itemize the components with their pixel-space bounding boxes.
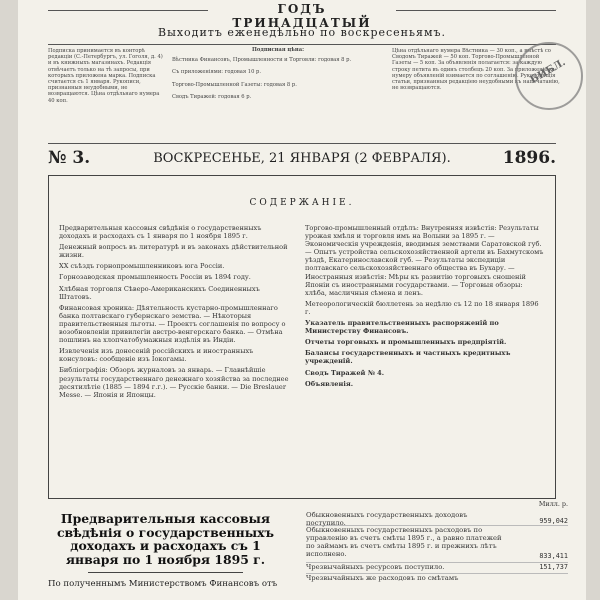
contents-item: Отчеты торговыхъ и промышленныхъ предпріятій. [305, 338, 507, 347]
table-row [306, 563, 568, 574]
contents-item: Объявленія. [305, 379, 353, 388]
issue-line [48, 148, 556, 170]
article-title: Предварительныя кассовыя свѣдѣнія о государственныхъ доходахъ и расходахъ съ 1 января по 1 ноября 1895 г. [56, 511, 275, 567]
subscription-row: Вѣстника Финансовъ, Промышленности и Торговли: годовая 8 р. [172, 57, 352, 64]
subheader-rule [48, 44, 556, 45]
newspaper-page [18, 0, 586, 600]
table-cell-label: Обыкновенныхъ государственныхъ доходовъ поступило. [306, 511, 468, 527]
library-stamp-text: БИБЛ. [528, 57, 568, 86]
revenue-table [306, 500, 568, 584]
contents-right-column [305, 224, 545, 391]
contents-item: Балансы государственныхъ и частныхъ кредитныхъ учрежденій. [305, 349, 511, 366]
subscription-table-title: Подписная цѣна: [252, 47, 304, 53]
table-cell-label: Обыкновенныхъ государственныхъ расходовъ по управленію въ счетъ смѣты 1895 г., а равно платежей по займамъ въ счетъ смѣты 1895 г. и прежнихъ лѣтъ исполнено. [306, 526, 502, 558]
contents-item: Указатель правительственныхъ распоряженій по Министерству Финансовъ. [305, 319, 499, 336]
contents-item: Извлеченія изъ донесеній россійскихъ и иностранныхъ консуловъ: сообщеніе изъ Іокогамы. [59, 347, 254, 364]
table-row [306, 511, 568, 526]
table-row [306, 526, 568, 563]
subscription-row: Сводъ Тиражей: годовая 6 р. [172, 93, 252, 100]
contents-item: Горнозаводская промышленность Россіи въ 1894 году. [59, 273, 251, 282]
article-lead: По полученнымъ Министерствомъ Финансовъ отъ [48, 579, 278, 590]
table-cell-value: 833,411 [539, 552, 568, 560]
table-cell-label: Чрезвычайныхъ ресурсовъ поступило. [306, 563, 445, 571]
contents-title: СОДЕРЖАНІЕ. [249, 198, 355, 208]
contents-left-column [59, 224, 291, 402]
contents-item: XX съѣздъ горнопромышленниковъ юга Россіи. [59, 262, 225, 271]
subscription-row: Торгово-Промышленной Газеты: годовая 8 р. [172, 81, 297, 88]
contents-item: Финансовая хроника: Дѣятельность кустарно-промышленнаго банка полтавскаго губернскаго земства. — Нѣкоторыя правительственныя льготы. — Проектъ соглашенія по вопросу о возобновленіи привилегіи австро-венгерскаго банка. — Отмѣна пошлинъ на хлопчатобумажныя издѣлія въ Индіи. [59, 303, 286, 345]
contents-item: Библіографія: Обзоръ журналовъ за январь. — Главнѣйшіе результаты государственнаго денежнаго хозяйства за последнее десятилѣтіе (1885 — 1894 г.г.). — Русскіе банки. — Die Breslauer Messe. — Японія и Японцы. [59, 366, 289, 399]
table-row [306, 574, 568, 584]
contents-item: Денежный вопросъ въ литературѣ и въ законахъ дѣйствительной жизни. [59, 243, 288, 260]
year-title: ГОДЪ ТРИНАДЦАТЫЙ [208, 2, 396, 30]
contents-frame [48, 175, 556, 499]
subscription-row: Съ приложеніями: годовая 10 р. [172, 69, 262, 76]
article-rule [88, 572, 243, 573]
issue-number: № 3. [48, 148, 91, 168]
issue-year: 1896. [502, 148, 556, 168]
contents-item: Хлѣбная торговля Сѣверо-Американскихъ Соединенныхъ Штатовъ. [59, 284, 260, 301]
subscription-table [172, 47, 384, 141]
contents-item: Предварительныя кассовыя свѣдѣнія о государственныхъ доходахъ и расходахъ съ 1 января по 1 ноября 1895 г. [59, 224, 262, 241]
subscription-right: Цѣна отдѣльнаго нумера Вѣстника — 30 коп., а вмѣстѣ со Сводомъ Тиражей — 50 коп. Торгово-Промышленной Газеты — 5 коп. За объявленія полагается: за каждую строку петита въ одинъ столбецъ 20 коп. За приложеніе къ нумеру объявленій взимается по соглашенію. Руководящія статьи, признанныя редакціею неудобными къ напечатанію, не возвращаются. [392, 48, 560, 92]
issue-date: ВОСКРЕСЕНЬЕ, 21 ЯНВАРЯ (2 ФЕВРАЛЯ). [153, 151, 451, 166]
table-cell-value: 959,042 [539, 517, 568, 525]
table-cell-label: Чрезвычайныхъ же расходовъ по смѣтамъ [306, 574, 459, 582]
table-cell-value: 151,737 [539, 563, 568, 571]
issue-rule-top [48, 143, 556, 144]
contents-item: Торгово-промышленный отдѣлъ: Внутренняя извѣстія: Результаты урожая хмѣля и торговля имъ на Волыни за 1895 г. — Экономическія учрежденія, вводимыя земствами Саратовской губ. — Опытъ устройства сельскохозяйственной артели въ Бахмутскомъ уѣздѣ, Екатеринославской губ. — Результаты экспедиціи полтавскаго сельскохозяйственнаго общества въ Бухару. — Иностранныя извѣстія: Мѣры къ развитію торговыхъ сношеній Японіи съ иностранными государствами. — Торговыя обзоры: хлѣба, масличныя сѣмена и ленъ. [305, 224, 544, 297]
subscription-left: Подписка принимается въ конторѣ редакціи (С.-Петербургъ, ул. Гоголя, д. 4) и въ книжныхъ магазинахъ. Редакція отвѣчаетъ только на тѣ запросы, при которыхъ приложена марка. Подписка считается съ 1 января. Рукописи, признанныя неудобными, не возвращаются. Цѣна отдѣльнаго нумера 40 коп. [48, 48, 163, 104]
contents-item: Метеорологическій бюллетень за недѣлю съ 12 по 18 января 1896 г. [305, 299, 539, 316]
contents-item: Сводъ Тиражей № 4. [305, 368, 385, 377]
article [48, 512, 283, 589]
revenue-unit: Милл. р. [538, 500, 568, 508]
weekly-note: Выходитъ еженедѣльно по воскресеньямъ. [158, 26, 446, 39]
